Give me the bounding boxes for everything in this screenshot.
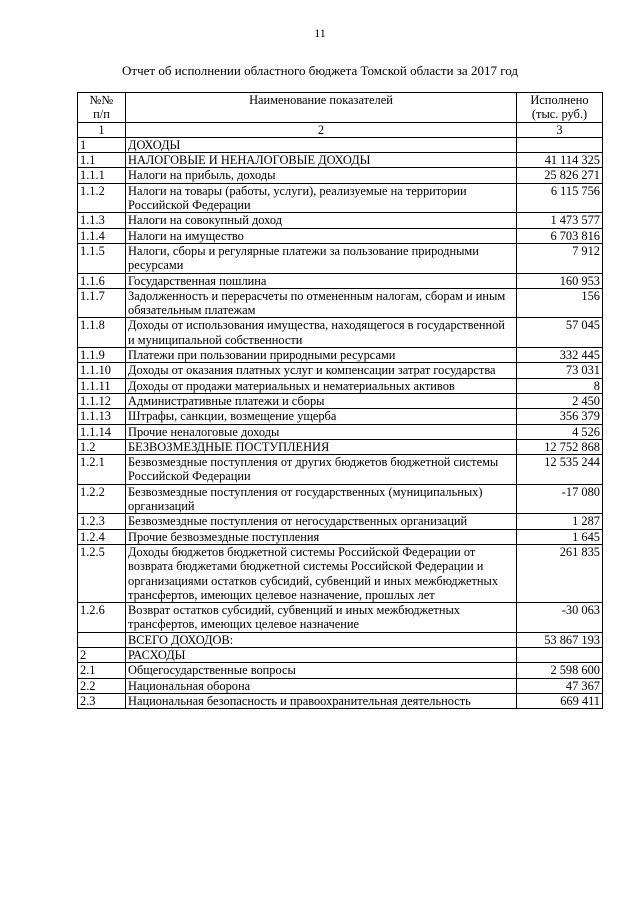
row-value: 4 526: [517, 424, 603, 439]
row-name: Налоги на имущество: [126, 228, 517, 243]
table-row: [78, 168, 603, 183]
row-value: 1 287: [517, 514, 603, 529]
row-name: Возврат остатков субсидий, субвенций и иных межбюджетных трансфертов, имеющих целевое назначение: [126, 603, 517, 633]
row-number: 1.1.10: [78, 363, 126, 378]
table-row: [78, 424, 603, 439]
row-name: Доходы от продажи материальных и нематериальных активов: [126, 378, 517, 393]
row-name: Задолженность и перерасчеты по отмененным налогам, сборам и иным обязательным платежам: [126, 288, 517, 318]
row-name: Безвозмездные поступления от негосударственных организаций: [126, 514, 517, 529]
table-row: [78, 663, 603, 678]
row-number: 2.3: [78, 693, 126, 708]
row-name: Безвозмездные поступления от государственных (муниципальных) организаций: [126, 484, 517, 514]
table-row: [78, 153, 603, 168]
row-name: Штрафы, санкции, возмещение ущерба: [126, 409, 517, 424]
table-row: [78, 393, 603, 408]
row-number: 1.2.4: [78, 529, 126, 544]
row-value: 2 450: [517, 393, 603, 408]
row-number: 1.2.3: [78, 514, 126, 529]
row-value: 156: [517, 288, 603, 318]
row-value: -30 063: [517, 603, 603, 633]
row-name: БЕЗВОЗМЕЗДНЫЕ ПОСТУПЛЕНИЯ: [126, 439, 517, 454]
row-name: ВСЕГО ДОХОДОВ:: [126, 632, 517, 647]
header-number-line2: п/п: [93, 107, 110, 122]
row-value: -17 080: [517, 484, 603, 514]
table-row: [78, 484, 603, 514]
table-row: [78, 514, 603, 529]
table-row: [78, 228, 603, 243]
row-name: НАЛОГОВЫЕ И НЕНАЛОГОВЫЕ ДОХОДЫ: [126, 153, 517, 168]
row-number: 1.1.13: [78, 409, 126, 424]
row-value: 41 114 325: [517, 153, 603, 168]
row-number: 1.1.11: [78, 378, 126, 393]
row-name: Национальная оборона: [126, 678, 517, 693]
row-value: 1 645: [517, 529, 603, 544]
row-name: ДОХОДЫ: [126, 137, 517, 152]
table-row: [78, 544, 603, 602]
row-name: Прочие безвозмездные поступления: [126, 529, 517, 544]
row-name: Национальная безопасность и правоохранительная деятельность: [126, 693, 517, 708]
table-row: [78, 378, 603, 393]
row-name: Прочие неналоговые доходы: [126, 424, 517, 439]
row-number: 1.1.5: [78, 243, 126, 273]
row-number: 1.2.6: [78, 603, 126, 633]
row-value: 6 115 756: [517, 183, 603, 213]
column-index: 3: [517, 122, 603, 137]
column-index: 1: [78, 122, 126, 137]
row-value: 12 752 868: [517, 439, 603, 454]
table-row: [78, 455, 603, 485]
header-number-line1: №№: [89, 93, 114, 107]
row-number: 1.2.1: [78, 455, 126, 485]
header-number: [78, 93, 126, 123]
row-number: 1.1.9: [78, 348, 126, 363]
row-value: 73 031: [517, 363, 603, 378]
row-number: 1.1.4: [78, 228, 126, 243]
row-number: 1.1.14: [78, 424, 126, 439]
row-value: 8: [517, 378, 603, 393]
row-value: [517, 647, 603, 662]
table-row: [78, 647, 603, 662]
row-name: Доходы от оказания платных услуг и компенсации затрат государства: [126, 363, 517, 378]
table-row: [78, 632, 603, 647]
row-value: 7 912: [517, 243, 603, 273]
row-number: 1.1.8: [78, 318, 126, 348]
row-name: Административные платежи и сборы: [126, 393, 517, 408]
row-value: 332 445: [517, 348, 603, 363]
row-value: 356 379: [517, 409, 603, 424]
table-row: [78, 678, 603, 693]
header-value-line2: (тыс. руб.): [531, 107, 588, 122]
table-body: [78, 137, 603, 708]
table-row: [78, 693, 603, 708]
row-value: 53 867 193: [517, 632, 603, 647]
row-number: 2: [78, 647, 126, 662]
table-row: [78, 183, 603, 213]
row-value: 57 045: [517, 318, 603, 348]
table-row: [78, 288, 603, 318]
column-index-row: [78, 122, 603, 137]
document-title: Отчет об исполнении областного бюджета Томской области за 2017 год: [122, 63, 518, 78]
table-header-row: [78, 93, 603, 123]
table-row: [78, 348, 603, 363]
row-name: Налоги на товары (работы, услуги), реализуемые на территории Российской Федерации: [126, 183, 517, 213]
row-number: 1.2.5: [78, 544, 126, 602]
row-name: Государственная пошлина: [126, 273, 517, 288]
table-row: [78, 529, 603, 544]
row-name: Общегосударственные вопросы: [126, 663, 517, 678]
row-name: Налоги на совокупный доход: [126, 213, 517, 228]
page-number: 11: [314, 26, 326, 40]
row-number: 2.2: [78, 678, 126, 693]
table-row: [78, 137, 603, 152]
row-value: 669 411: [517, 693, 603, 708]
row-number: [78, 632, 126, 647]
table-row: [78, 318, 603, 348]
row-number: 1.1: [78, 153, 126, 168]
row-value: 1 473 577: [517, 213, 603, 228]
row-number: 1.1.6: [78, 273, 126, 288]
column-index: 2: [126, 122, 517, 137]
row-name: Доходы бюджетов бюджетной системы Российской Федерации от возврата бюджетами бюджетной системы Российской Федерации и организациями остатков субсидий, субвенций и иных межбюджетных трансфертов, имеющих целевое назначение, прошлых лет: [126, 544, 517, 602]
row-value: 25 826 271: [517, 168, 603, 183]
row-value: 2 598 600: [517, 663, 603, 678]
table-row: [78, 243, 603, 273]
row-name: Безвозмездные поступления от других бюджетов бюджетной системы Российской Федерации: [126, 455, 517, 485]
row-number: 1.1.7: [78, 288, 126, 318]
row-number: 1.2.2: [78, 484, 126, 514]
table-row: [78, 439, 603, 454]
table-row: [78, 273, 603, 288]
row-value: 6 703 816: [517, 228, 603, 243]
row-name: Платежи при пользовании природными ресурсами: [126, 348, 517, 363]
row-value: 160 953: [517, 273, 603, 288]
row-number: 1.1.3: [78, 213, 126, 228]
table-row: [78, 363, 603, 378]
row-number: 1.1.2: [78, 183, 126, 213]
row-number: 2.1: [78, 663, 126, 678]
table-row: [78, 409, 603, 424]
row-value: [517, 137, 603, 152]
row-value: 12 535 244: [517, 455, 603, 485]
row-number: 1.1.1: [78, 168, 126, 183]
row-name: Доходы от использования имущества, находящегося в государственной и муниципальной собственности: [126, 318, 517, 348]
header-value-line1: Исполнено: [530, 93, 589, 107]
row-number: 1.2: [78, 439, 126, 454]
row-number: 1.1.12: [78, 393, 126, 408]
table-row: [78, 603, 603, 633]
row-number: 1: [78, 137, 126, 152]
budget-report-table: [77, 92, 603, 709]
row-name: Налоги на прибыль, доходы: [126, 168, 517, 183]
row-value: 261 835: [517, 544, 603, 602]
row-value: 47 367: [517, 678, 603, 693]
row-name: Налоги, сборы и регулярные платежи за пользование природными ресурсами: [126, 243, 517, 273]
header-name: Наименование показателей: [126, 93, 517, 123]
row-name: РАСХОДЫ: [126, 647, 517, 662]
header-value: [517, 93, 603, 123]
table-row: [78, 213, 603, 228]
